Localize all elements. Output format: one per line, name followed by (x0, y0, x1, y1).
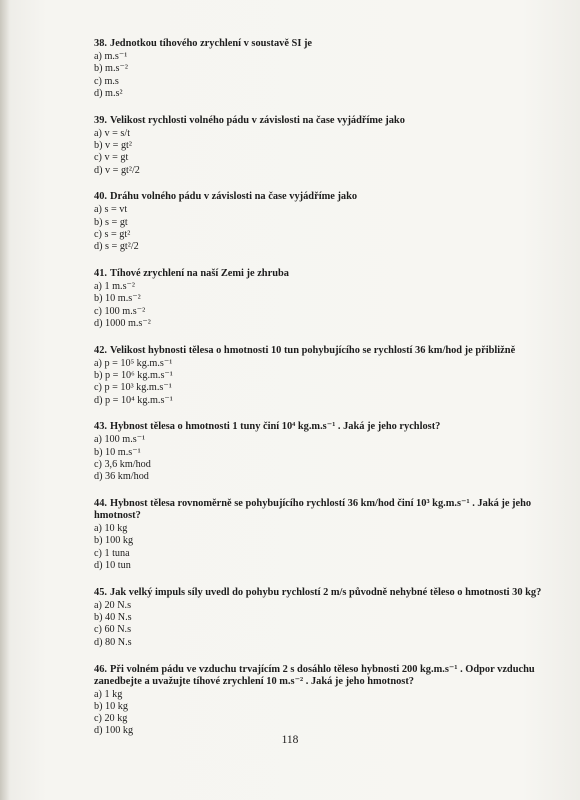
answer-option: d) 1000 m.s⁻² (94, 317, 151, 329)
question-title (94, 115, 544, 127)
question-text: Dráhu volného pádu v závislosti na čase vyjádříme jako (110, 191, 358, 203)
question-2 (94, 115, 544, 177)
answer-option: b) p = 10⁶ kg.m.s⁻¹ (94, 370, 173, 382)
question-title (94, 191, 544, 203)
answer-option: b) 40 N.s (94, 612, 132, 624)
answer-option: d) 10 tun (94, 560, 131, 572)
question-text: Hybnost tělesa o hmotnosti 1 tuny činí 10⁴ kg.m.s⁻¹ . Jaká je jeho rychlost? (110, 421, 441, 433)
question-text: Jak velký impuls síly uvedl do pohybu rychlostí 2 m/s původně nehybné těleso o hmotnosti 30 kg? (110, 586, 542, 598)
answer-option: d) 80 N.s (94, 636, 132, 648)
answer-option: c) p = 10³ kg.m.s⁻¹ (94, 382, 172, 394)
answer-option: c) 20 kg (94, 713, 128, 725)
answer-option: a) 10 kg (94, 523, 128, 535)
question-number: 44. (94, 498, 107, 510)
answer-option: d) 100 kg (94, 725, 134, 737)
answer-option: b) v = gt² (94, 139, 132, 151)
question-title (94, 664, 544, 688)
question-list (94, 38, 544, 752)
question-7 (94, 498, 544, 572)
answer-option: d) 36 km/hod (94, 471, 149, 483)
answer-option: b) 10 m.s⁻¹ (94, 446, 141, 458)
question-number: 46. (94, 663, 107, 675)
question-number: 45. (94, 586, 107, 598)
answer-option: c) v = gt (94, 152, 129, 164)
question-text: Velikost hybnosti tělesa o hmotnosti 10 tun pohybujícího se rychlostí 36 km/hod je přibližně (110, 344, 516, 356)
question-title (94, 498, 544, 522)
answer-option: c) s = gt² (94, 228, 131, 240)
question-number: 41. (94, 268, 107, 280)
answer-option: b) 10 m.s⁻² (94, 293, 141, 305)
question-9 (94, 664, 544, 738)
answer-option: a) 100 m.s⁻¹ (94, 434, 146, 446)
answer-option: c) 60 N.s (94, 624, 132, 636)
question-text: Hybnost tělesa rovnoměrně se pohybujícího rychlostí 36 km/hod činí 10³ kg.m.s⁻¹ . Jaká je jeho hmotnost? (94, 498, 532, 522)
answer-option: a) m.s⁻¹ (94, 51, 128, 62)
answer-option: b) s = gt (94, 216, 128, 228)
answer-option: d) s = gt²/2 (94, 241, 139, 253)
question-1 (94, 38, 544, 100)
answer-option: d) m.s² (94, 87, 123, 99)
answer-option: a) 1 kg (94, 688, 123, 700)
question-8 (94, 587, 544, 649)
answer-option: c) 1 tuna (94, 547, 130, 559)
answer-option: c) 3,6 km/hod (94, 459, 151, 471)
binding-shadow (0, 0, 10, 800)
answer-option: a) s = vt (94, 204, 128, 216)
answer-option: b) 100 kg (94, 535, 134, 547)
question-number: 43. (94, 421, 107, 433)
question-number: 40. (94, 191, 107, 203)
question-title (94, 587, 544, 599)
answer-option: b) 10 kg (94, 700, 128, 712)
question-text: Velikost rychlosti volného pádu v závislosti na čase vyjádříme jako (110, 114, 405, 126)
question-title (94, 421, 544, 433)
question-5 (94, 345, 544, 407)
question-text: Jednotkou tíhového zrychlení v soustavě SI je (110, 38, 313, 49)
question-number: 39. (94, 114, 107, 126)
answer-option: a) p = 10⁵ kg.m.s⁻¹ (94, 357, 173, 369)
question-text: Při volném pádu ve vzduchu trvajícím 2 s dosáhlo těleso hybnosti 200 kg.m.s⁻¹ . Odpor vzduchu zanedbejte a uvažujte tíhové zrychlení 10 m.s⁻² . Jaká je jeho hmotnost? (94, 663, 535, 687)
answer-option: a) v = s/t (94, 127, 131, 139)
question-number: 42. (94, 344, 107, 356)
answer-option: c) 100 m.s⁻² (94, 305, 146, 317)
answer-option: d) p = 10⁴ kg.m.s⁻¹ (94, 394, 173, 406)
question-title (94, 38, 544, 50)
question-number: 38. (94, 38, 107, 49)
question-title (94, 268, 544, 280)
question-4 (94, 268, 544, 330)
question-title (94, 345, 544, 357)
answer-option: a) 20 N.s (94, 599, 132, 611)
answer-option: c) m.s (94, 75, 119, 87)
answer-option: b) m.s⁻² (94, 63, 128, 75)
answer-option: d) v = gt²/2 (94, 164, 140, 176)
question-text: Tíhové zrychlení na naší Zemi je zhruba (110, 268, 289, 280)
page-number: 118 (281, 734, 299, 746)
question-3 (94, 191, 544, 253)
answer-option: a) 1 m.s⁻² (94, 281, 135, 293)
question-6 (94, 421, 544, 483)
